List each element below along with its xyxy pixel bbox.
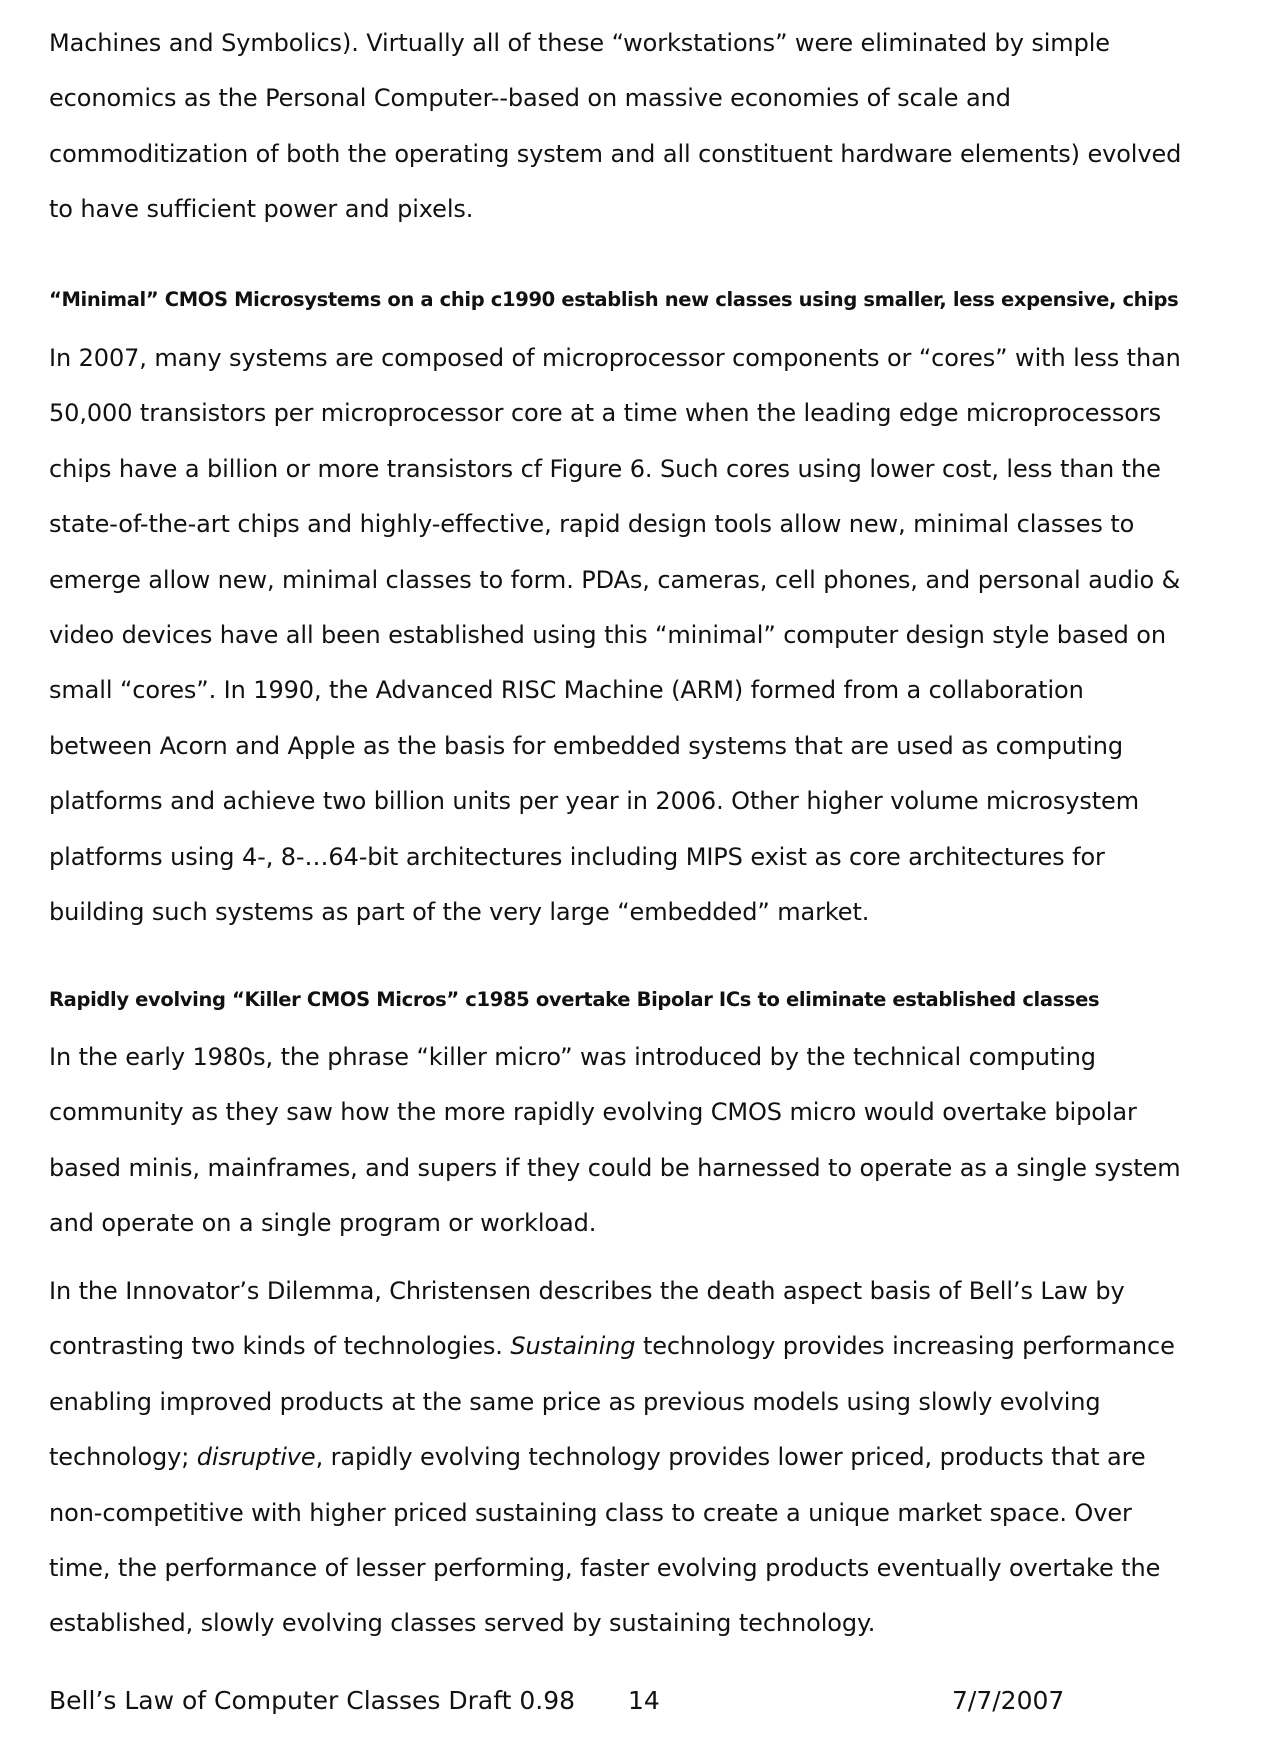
paragraph-innovators-dilemma [49,1264,1175,1652]
text-line: established, slowly evolving classes served by sustaining technology. [49,1609,876,1638]
text-line: state-of-the-art chips and highly-effective, rapid design tools allow new, minimal classes to [49,510,1135,539]
text-line: non-competitive with higher priced sustaining class to create a unique market space. Over [49,1498,1132,1527]
text-line: and operate on a single program or workload. [49,1209,597,1238]
text-line: commoditization of both the operating system and all constituent hardware elements) evolved [49,139,1182,168]
text-segment: , rapidly evolving technology provides lower priced, products that are [315,1443,1146,1472]
text-line: platforms using 4-, 8-…64-bit architectures including MIPS exist as core architectures for [49,842,1105,871]
text-line: to have sufficient power and pixels. [49,195,474,224]
text-segment: technology provides increasing performance [635,1332,1175,1361]
section-heading-minimal-cmos: “Minimal” CMOS Microsystems on a chip c1990 establish new classes using smaller, less expensive, chips [49,288,1179,311]
paragraph-workstations [49,16,1181,238]
text-line: between Acorn and Apple as the basis for embedded systems that are used as computing [49,731,1123,760]
text-line: Machines and Symbolics). Virtually all of these “workstations” were eliminated by simple [49,29,1110,57]
text-line: time, the performance of lesser performing, faster evolving products eventually overtake the [49,1554,1161,1583]
text-line: community as they saw how the more rapidly evolving CMOS micro would overtake bipolar [49,1098,1137,1127]
text-line: building such systems as part of the very large “embedded” market. [49,898,870,927]
text-line: emerge allow new, minimal classes to form. PDAs, cameras, cell phones, and personal audio & [49,565,1181,594]
text-line: chips have a billion or more transistors cf Figure 6. Such cores using lower cost, less than the [49,454,1161,483]
text-line: 50,000 transistors per microprocessor core at a time when the leading edge microprocessors [49,399,1162,428]
footer-page-number: 14 [628,1686,660,1715]
text-line [49,1319,1175,1374]
footer-title: Bell’s Law of Computer Classes Draft 0.98 [49,1686,576,1715]
section-heading-killer-micros: Rapidly evolving “Killer CMOS Micros” c1985 overtake Bipolar ICs to eliminate established classes [49,988,1100,1011]
text-line [49,1430,1146,1485]
text-line: enabling improved products at the same price as previous models using slowly evolving [49,1387,1101,1416]
emphasis-sustaining: Sustaining [510,1332,636,1361]
text-segment: technology; [49,1443,197,1472]
text-line: platforms and achieve two billion units per year in 2006. Other higher volume microsystem [49,787,1139,816]
text-line: In the Innovator’s Dilemma, Christensen describes the death aspect basis of Bell’s Law by [49,1277,1125,1305]
footer-date: 7/7/2007 [952,1686,1065,1715]
emphasis-disruptive: disruptive [196,1443,316,1472]
text-line: In the early 1980s, the phrase “killer micro” was introduced by the technical computing [49,1043,1096,1071]
paragraph-minimal-classes [49,331,1181,940]
paragraph-killer-micro [49,1030,1181,1252]
text-line: In 2007, many systems are composed of microprocessor components or “cores” with less than [49,344,1181,372]
text-line: economics as the Personal Computer--based on massive economies of scale and [49,84,1011,113]
text-line: based minis, mainframes, and supers if they could be harnessed to operate as a single system [49,1153,1181,1182]
text-segment: contrasting two kinds of technologies. [49,1332,511,1361]
text-line: video devices have all been established using this “minimal” computer design style based on [49,621,1166,650]
text-line: small “cores”. In 1990, the Advanced RISC Machine (ARM) formed from a collaboration [49,676,1084,705]
